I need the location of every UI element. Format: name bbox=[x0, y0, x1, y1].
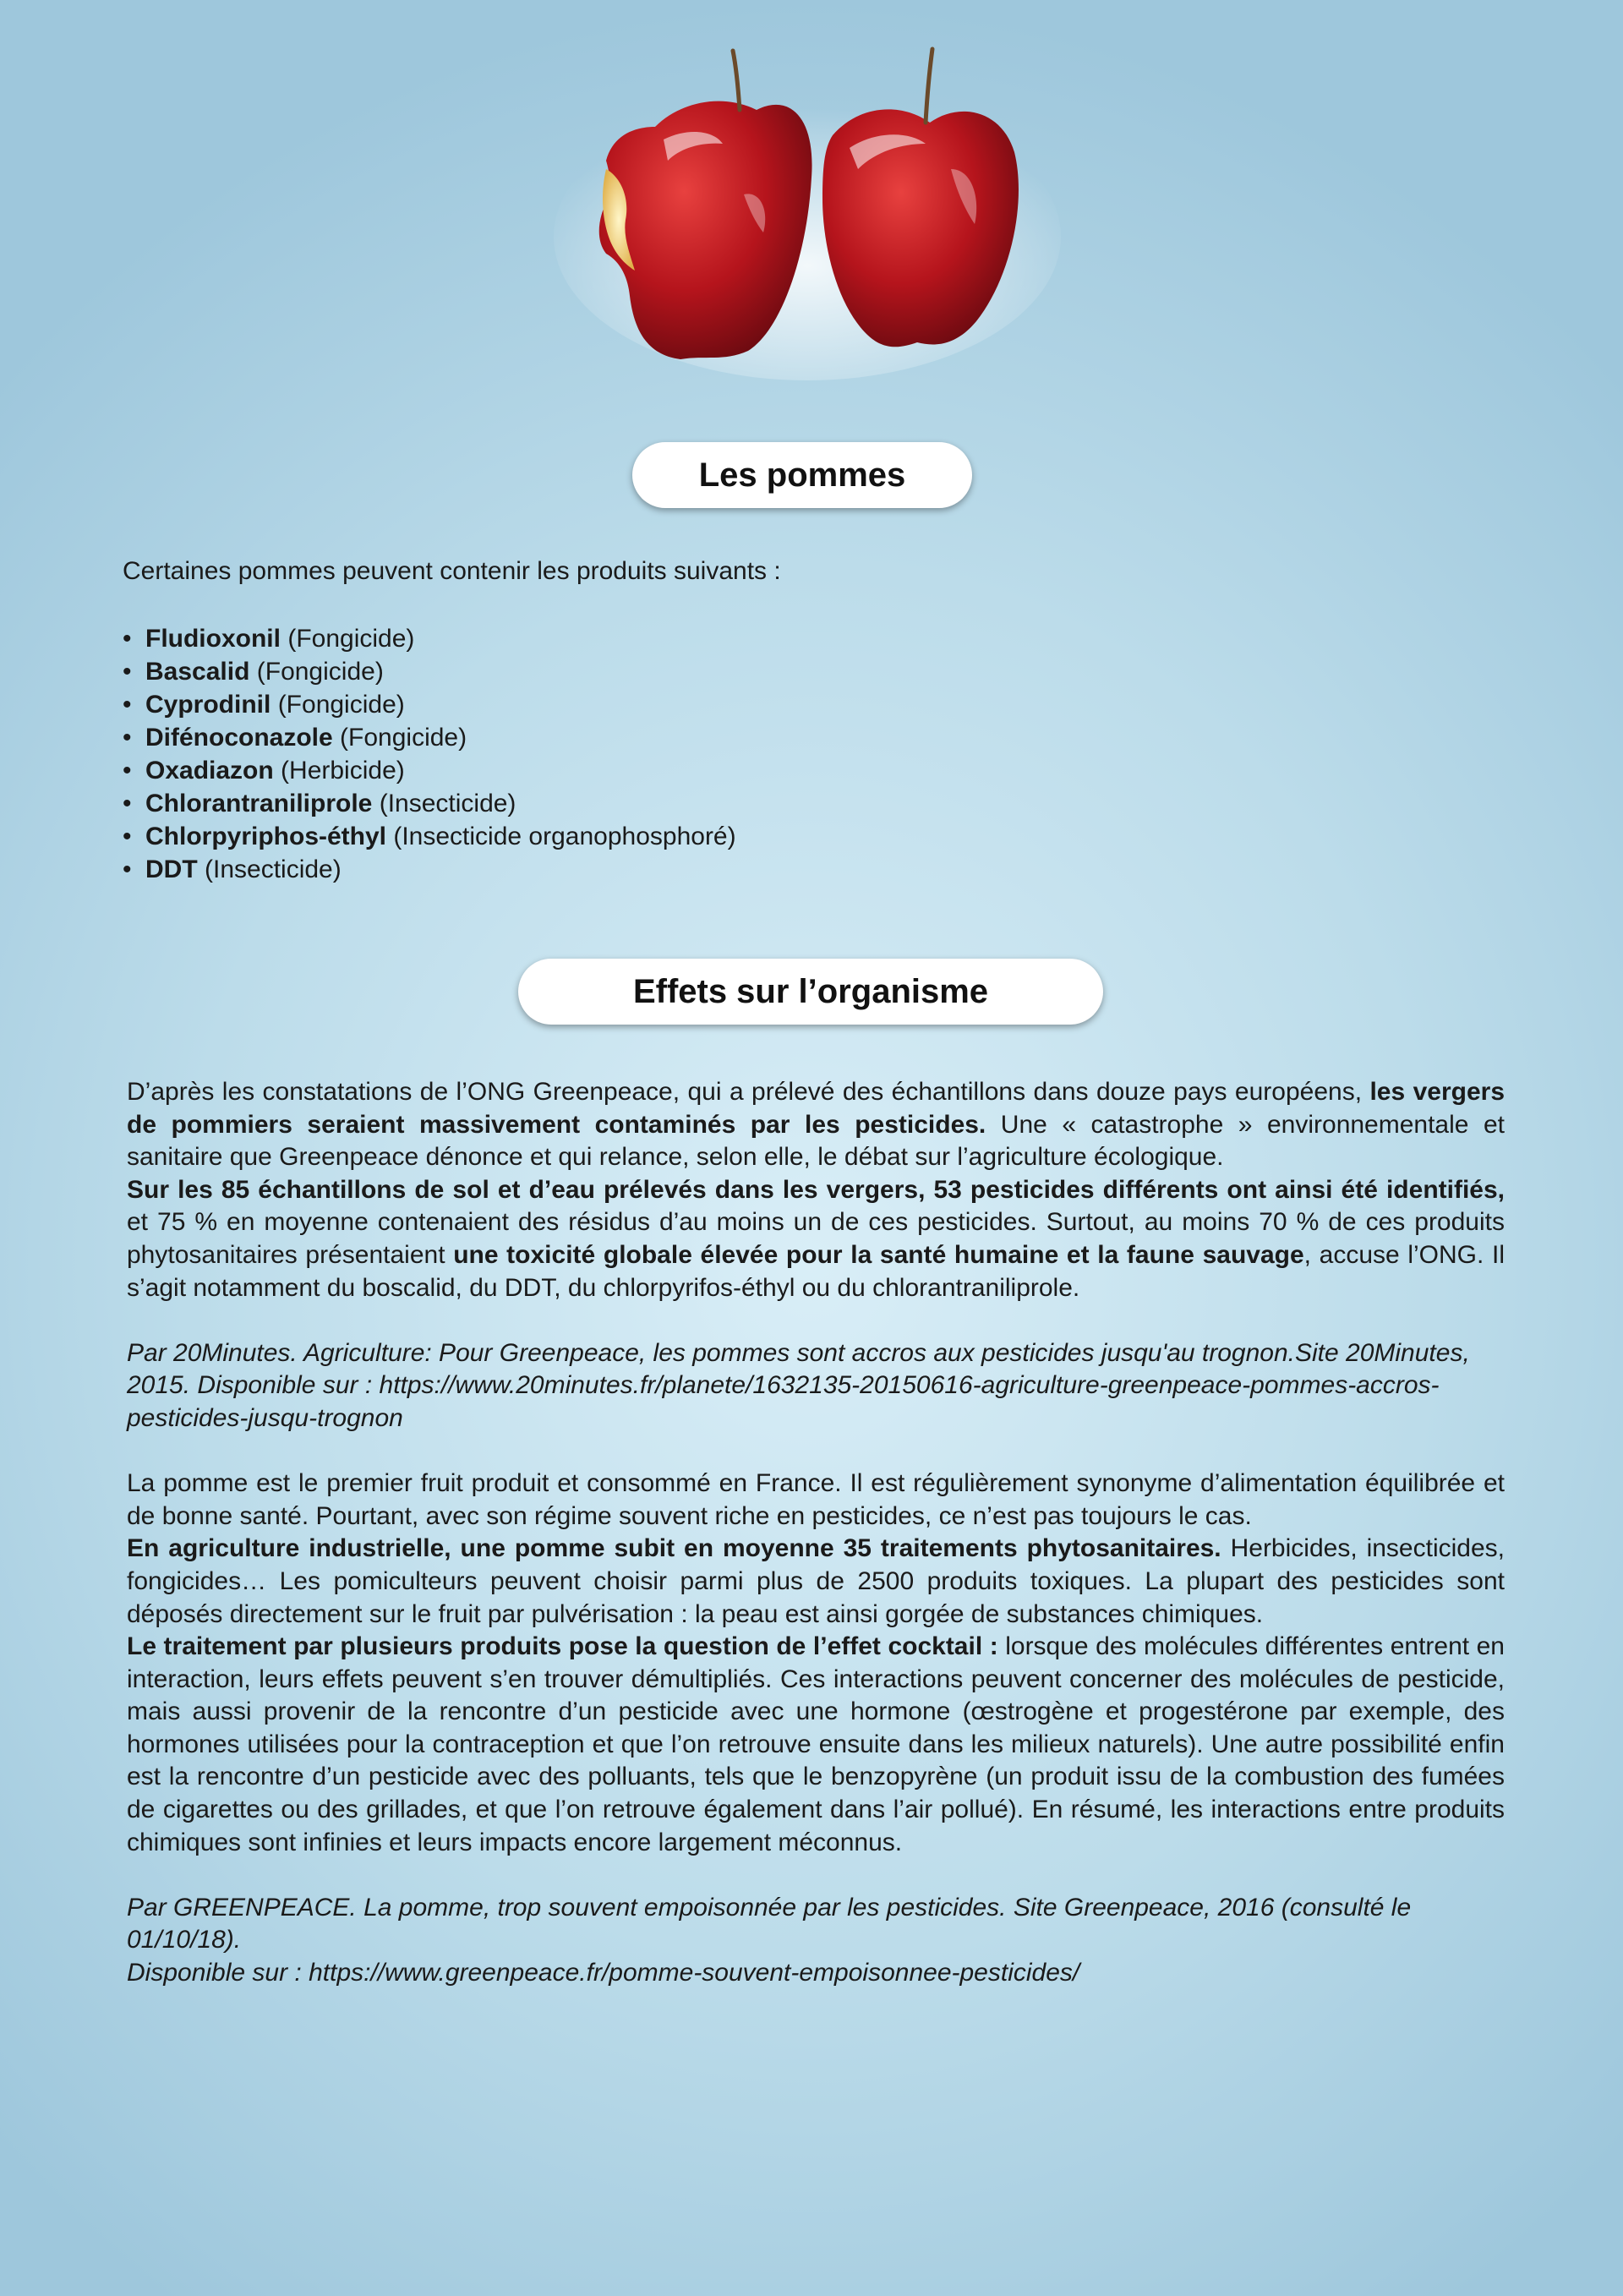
bold-run: En agriculture industrielle, une pomme subit en moyenne 35 traitements phytosanitaires. bbox=[127, 1534, 1221, 1563]
product-type: (Insecticide) bbox=[379, 790, 516, 817]
bold-run: Le traitement par plusieurs produits pose la question de l’effet cocktail : bbox=[127, 1632, 998, 1661]
text-run: , accuse l’ONG. Il s’agit notamment du boscalid, du DDT, du chlorpyrifos-éthyl ou du chlorantraniliprole. bbox=[127, 1240, 1505, 1302]
products-intro: Certaines pommes peuvent contenir les produits suivants : bbox=[123, 557, 781, 585]
products-list bbox=[123, 622, 736, 886]
source-citation-20minutes: Par 20Minutes. Agriculture: Pour Greenpeace, les pommes sont accros aux pesticides jusqu'au trognon.Site 20Minutes, 2015. Disponible sur : https://www.20minutes.fr/planete/1632135-20150616-agriculture-greenpeace-pommes-accros-pesticides-jusqu-trognon bbox=[127, 1338, 1470, 1432]
whole-apple bbox=[822, 49, 1019, 347]
section-title-effets: Effets sur l’organisme bbox=[518, 959, 1103, 1025]
product-type: (Insecticide) bbox=[205, 856, 342, 883]
list-item bbox=[123, 721, 736, 754]
source-line: Par GREENPEACE. La pomme, trop souvent empoisonnée par les pesticides. Site Greenpeace, 2016 (consulté le 01/10/18). bbox=[127, 1893, 1412, 1954]
apples-illustration bbox=[554, 42, 1061, 380]
product-type: (Insecticide organophosphoré) bbox=[393, 823, 736, 850]
text-run: et 75 % en moyenne contenaient des résidus d’au moins un de ces pesticides. Surtout, au moins 70 % de ces produits phytosanitaires présentaient bbox=[127, 1208, 1505, 1269]
product-name: Chlorantraniliprole bbox=[145, 790, 373, 817]
list-item bbox=[123, 754, 736, 787]
product-name: Chlorpyriphos-éthyl bbox=[145, 823, 387, 850]
text-run: lorsque des molécules différentes entrent en interaction, leurs effets peuvent s’en trouver démultipliés. Ces interactions peuvent concerner des molécules de pesticide, mais aussi provenir de la rencontre d’un pesticide avec une hormone (œstrogène et progestérone par exemple, des hormones utilisées pour la contraception et que l’on retrouve ensuite dans les milieux naturels). Une autre possibilité enfin est la rencontre d’un pesticide avec des polluants, tels que le benzopyrène (un produit issu de la combustion des fumées de cigarettes ou des grillades, et que l’on retrouve également dans l’air pollué). En résumé, les interactions entre produits chimiques sont infinies et leurs impacts encore largement méconnus. bbox=[127, 1632, 1505, 1856]
product-name: Fludioxonil bbox=[145, 625, 281, 653]
paragraph-greenpeace-findings bbox=[127, 1076, 1505, 1304]
text-run: Une « catastrophe » environnementale et sanitaire que Greenpeace dénonce et qui relance, selon elle, le débat sur l’agriculture écologique. bbox=[127, 1110, 1505, 1172]
list-item bbox=[123, 853, 736, 886]
paragraph-apple-treatments bbox=[127, 1468, 1505, 1859]
list-item bbox=[123, 688, 736, 721]
bold-run: une toxicité globale élevée pour la santé humaine et la faune sauvage bbox=[453, 1240, 1304, 1269]
product-name: Difénoconazole bbox=[145, 724, 333, 752]
source-citation-greenpeace bbox=[127, 1892, 1505, 1990]
product-name: Bascalid bbox=[145, 658, 250, 686]
section-title-les-pommes: Les pommes bbox=[632, 442, 972, 508]
text-run: La pomme est le premier fruit produit et consommé en France. Il est régulièrement synonyme d’alimentation équilibrée et de bonne santé. Pourtant, avec son régime souvent riche en pesticides, ce n’est pas toujours le cas. bbox=[127, 1469, 1505, 1530]
product-name: Oxadiazon bbox=[145, 757, 274, 784]
list-item bbox=[123, 622, 736, 655]
product-name: Cyprodinil bbox=[145, 691, 271, 719]
product-type: (Fongicide) bbox=[287, 625, 415, 653]
bold-run: les vergers de pommiers seraient massivement contaminés par les pesticides. bbox=[127, 1078, 1506, 1139]
bold-run: Sur les 85 échantillons de sol et d’eau prélevés dans les vergers, 53 pesticides différents ont ainsi été identifiés, bbox=[127, 1175, 1505, 1204]
list-item bbox=[123, 655, 736, 688]
text-run: Herbicides, insecticides, fongicides… Les pomiculteurs peuvent choisir parmi plus de 2500 produits toxiques. La plupart des pesticides sont déposés directement sur le fruit par pulvérisation : la peau est ainsi gorgée de substances chimiques. bbox=[127, 1534, 1505, 1628]
product-type: (Fongicide) bbox=[340, 724, 467, 752]
list-item bbox=[123, 820, 736, 853]
product-name: DDT bbox=[145, 856, 198, 883]
product-type: (Fongicide) bbox=[256, 658, 384, 686]
list-item bbox=[123, 787, 736, 820]
article-body bbox=[127, 1076, 1505, 1990]
source-link: Disponible sur : https://www.greenpeace.fr/pomme-souvent-empoisonnee-pesticides/ bbox=[127, 1959, 1080, 1987]
product-type: (Herbicide) bbox=[281, 757, 405, 784]
text-run: D’après les constatations de l’ONG Greenpeace, qui a prélevé des échantillons dans douze pays européens, bbox=[127, 1078, 1370, 1106]
product-type: (Fongicide) bbox=[277, 691, 405, 719]
